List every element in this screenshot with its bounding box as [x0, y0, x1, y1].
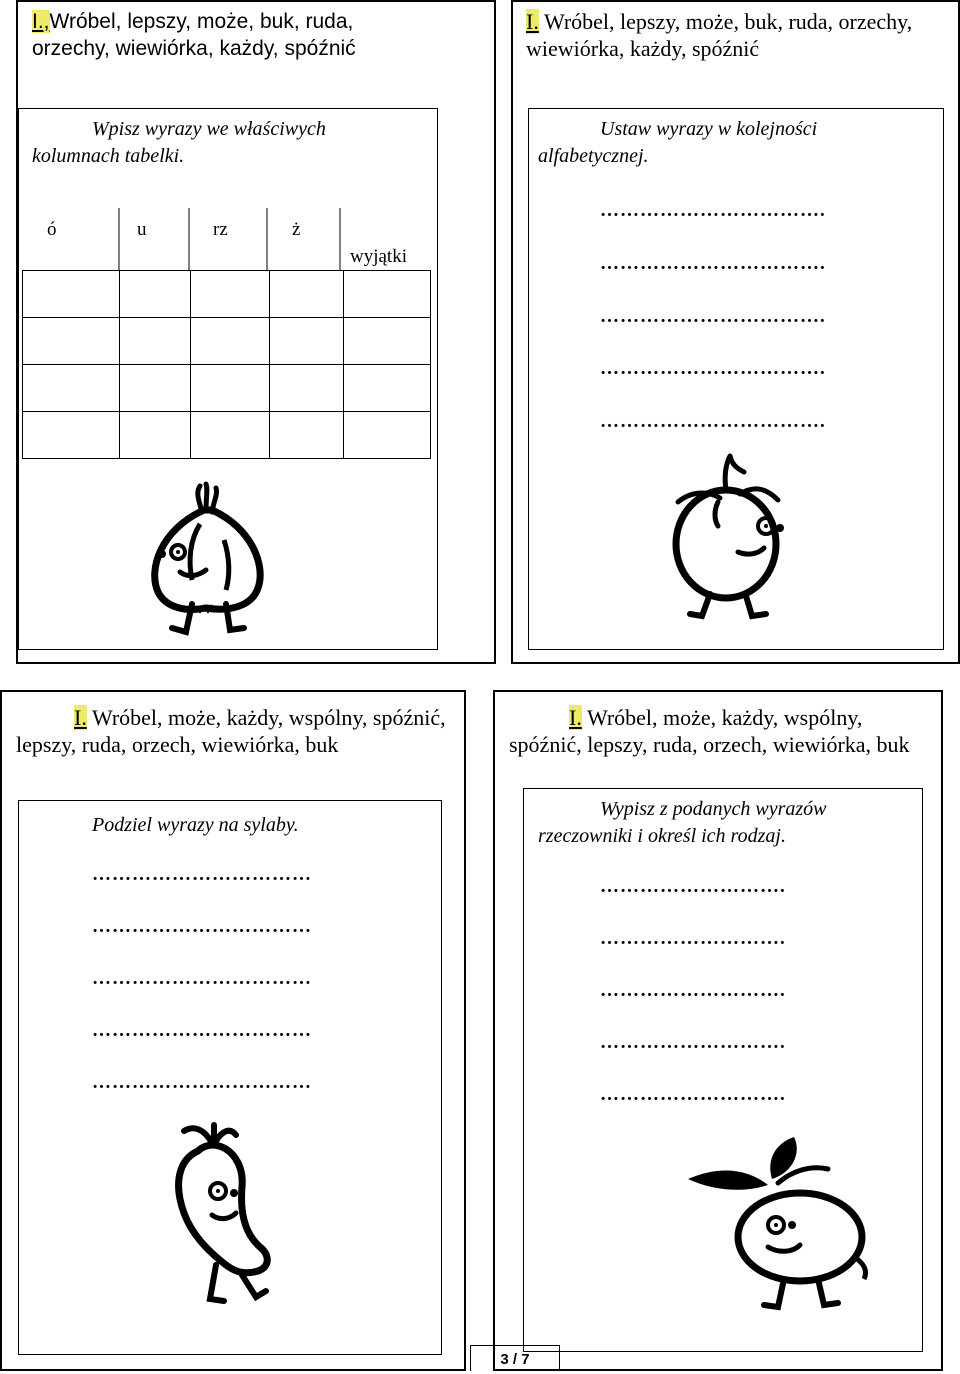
card-3-marker: I.: [74, 705, 87, 730]
card-2-marker: I.: [526, 9, 539, 34]
tomato-character-icon: [660, 450, 800, 620]
answer-line[interactable]: …………………………….: [600, 306, 826, 327]
answer-line[interactable]: …………………………….: [600, 200, 826, 221]
table-cell[interactable]: [120, 365, 191, 412]
answer-line[interactable]: ……………………………: [92, 1020, 312, 1041]
answer-line[interactable]: ……………………….: [600, 1032, 786, 1053]
answer-line[interactable]: ……………………………: [92, 968, 312, 989]
table-row: [23, 412, 431, 459]
card-1-instruction: Wpisz wyrazy we właściwych kolumnach tabelki.: [32, 118, 326, 167]
answer-line[interactable]: ……………………….: [600, 876, 786, 897]
table-cell[interactable]: [344, 412, 431, 459]
card-1-words: Wróbel, lepszy, może, buk, ruda, orzechy, wiewiórka, każdy, spóźnić: [32, 10, 356, 60]
table-cell[interactable]: [120, 318, 191, 365]
answer-line[interactable]: ……………………….: [600, 1084, 786, 1105]
card-4-instruction: Wypisz z podanych wyrazów rzeczowniki i określ ich rodzaj.: [538, 798, 827, 847]
column-header-o: ó: [47, 219, 57, 240]
table-cell[interactable]: [191, 365, 270, 412]
table-cell[interactable]: [191, 412, 270, 459]
table-cell[interactable]: [344, 318, 431, 365]
table-cell[interactable]: [270, 412, 344, 459]
table-row: [23, 365, 431, 412]
card-3-words: Wróbel, może, każdy, wspólny, spóźnić, lepszy, ruda, orzech, wiewiórka, buk: [16, 705, 446, 757]
pepper-character-icon: [160, 1115, 290, 1310]
answer-line[interactable]: ……………………………: [92, 1072, 312, 1093]
table-row: [23, 318, 431, 365]
card-1-marker: I.,: [32, 10, 50, 33]
table-cell[interactable]: [23, 365, 120, 412]
table-cell[interactable]: [270, 318, 344, 365]
card-2-words: Wróbel, lepszy, może, buk, ruda, orzechy, wiewiórka, każdy, spóźnić: [526, 9, 913, 61]
table-cell[interactable]: [23, 318, 120, 365]
answer-line[interactable]: ……………………….: [600, 980, 786, 1001]
column-header-u: u: [137, 219, 147, 240]
answer-line[interactable]: …………………………….: [600, 411, 826, 432]
card-2-word-list: [526, 8, 951, 62]
sprout-character-icon: [668, 1135, 888, 1315]
card-3-instruction: Podziel wyrazy na sylaby.: [92, 814, 299, 836]
table-cell[interactable]: [270, 365, 344, 412]
page-number: 3 / 7: [470, 1345, 560, 1371]
table-cell[interactable]: [344, 365, 431, 412]
answer-line[interactable]: ……………………….: [600, 928, 786, 949]
answer-line[interactable]: …………………………….: [600, 358, 826, 379]
table-cell[interactable]: [120, 412, 191, 459]
garlic-character-icon: [140, 480, 280, 640]
card-4-marker: I.: [569, 705, 582, 730]
card-3-word-list: [16, 704, 454, 758]
answer-line[interactable]: …………………………….: [600, 253, 826, 274]
table-cell[interactable]: [191, 318, 270, 365]
column-header-rz: rz: [213, 219, 228, 240]
card-2-instruction: Ustaw wyrazy w kolejności alfabetycznej.: [538, 118, 818, 167]
card-4-word-list: [509, 704, 937, 758]
answer-line[interactable]: ……………………………: [92, 864, 312, 885]
column-header-z: ż: [292, 219, 301, 240]
answer-line[interactable]: ……………………………: [92, 916, 312, 937]
card-4-words: Wróbel, może, każdy, wspólny, spóźnić, lepszy, ruda, orzech, wiewiórka, buk: [509, 705, 910, 757]
table-cell[interactable]: [23, 412, 120, 459]
column-header-exceptions: wyjątki: [350, 246, 407, 267]
